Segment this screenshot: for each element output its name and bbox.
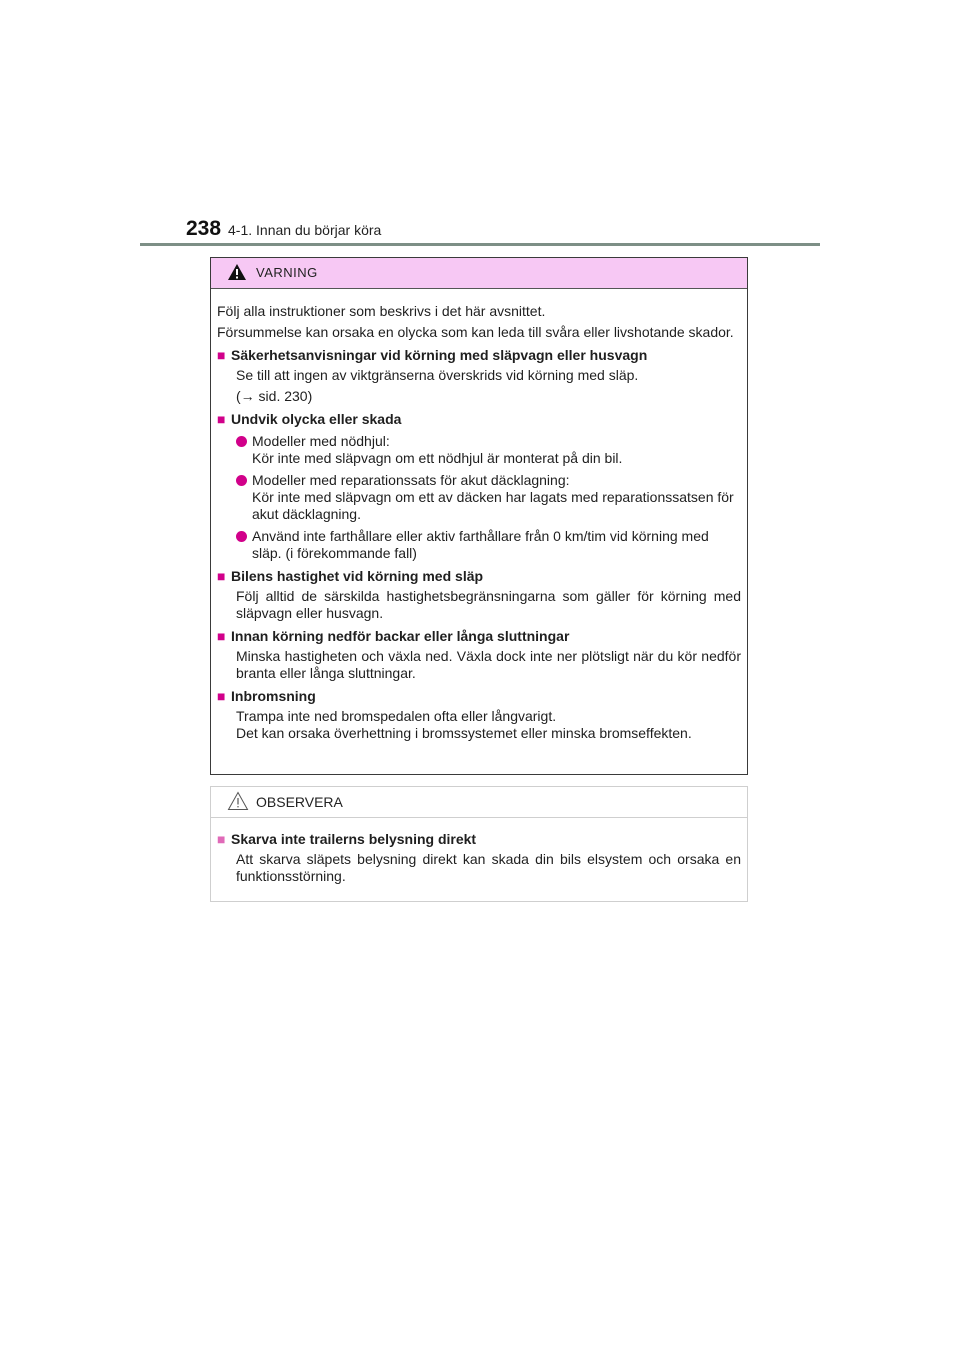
bullet-text: Använd inte farthållare eller aktiv farthållare från 0 km/tim vid körning med släp. (i förekommande fall) [252,528,709,561]
bullet-title: Modeller med nödhjul: [252,433,390,449]
notice-header [211,787,747,818]
round-bullet-icon [236,531,247,542]
square-bullet-icon: ■ [217,688,226,704]
heading-text: Säkerhetsanvisningar vid körning med släpvagn eller husvagn [231,347,648,363]
warning-intro-1: Följ alla instruktioner som beskrivs i det här avsnittet. [217,303,546,319]
square-bullet-icon: ■ [217,831,226,847]
square-bullet-icon: ■ [217,347,226,363]
warning-box [210,257,748,775]
section-text: Se till att ingen av viktgränserna överskrids vid körning med släp. [236,367,639,383]
warning-intro-2: Försummelse kan orsaka en olycka som kan leda till svåra eller livshotande skador. [217,324,734,340]
caution-triangle-icon [227,791,249,811]
square-bullet-icon: ■ [217,411,226,427]
heading-text: Bilens hastighet vid körning med släp [231,568,484,584]
square-bullet-icon: ■ [217,628,226,644]
list-item [236,528,741,562]
notice-body [211,818,747,885]
section-heading-trailer-safety [217,347,741,364]
round-bullet-icon [236,475,247,486]
warning-header [211,258,747,289]
section-text: Att skarva släpets belysning direkt kan skada din bils elsystem och orsaka en funktionsstörning. [236,851,741,884]
page-header [140,215,820,245]
warning-body [211,289,747,742]
heading-text: Innan körning nedför backar eller långa sluttningar [231,628,570,644]
section-heading-downhill [217,628,741,645]
bullet-text: Kör inte med släpvagn om ett nödhjul är monterat på din bil. [252,450,623,466]
notice-box [210,786,748,902]
warning-triangle-icon [227,263,247,281]
heading-text: Inbromsning [231,688,316,704]
header-divider [140,243,820,246]
section-text: Följ alltid de särskilda hastighetsbegränsningarna som gäller för körning med släpvagn eller husvagn. [236,588,741,621]
section-heading-speed [217,568,741,585]
warning-label: VARNING [256,265,318,280]
square-bullet-icon: ■ [217,568,226,584]
bullet-title: Modeller med reparationssats för akut däcklagning: [252,472,570,488]
list-item [236,433,741,467]
section-text: Minska hastigheten och växla ned. Växla dock inte ner plötsligt när du kör nedför branta eller långa sluttningar. [236,648,741,681]
notice-label: OBSERVERA [256,794,343,810]
section-title: 4-1. Innan du börjar köra [228,222,382,238]
section-heading-avoid-accident [217,411,741,428]
page-reference: (→ sid. 230) [236,388,313,404]
section-heading-braking [217,688,741,705]
section-text: Trampa inte ned bromspedalen ofta eller långvarigt. [236,708,557,724]
page-number: 238 [186,217,222,240]
section-text: Det kan orsaka överhettning i bromssystemet eller minska bromseffekten. [236,725,692,741]
bullet-text: Kör inte med släpvagn om ett av däcken har lagats med reparationssatsen för akut däcklagning. [252,489,734,522]
list-item [236,472,741,523]
section-heading-trailer-lights [217,831,741,848]
heading-text: Undvik olycka eller skada [231,411,402,427]
heading-text: Skarva inte trailerns belysning direkt [231,831,477,847]
round-bullet-icon [236,436,247,447]
